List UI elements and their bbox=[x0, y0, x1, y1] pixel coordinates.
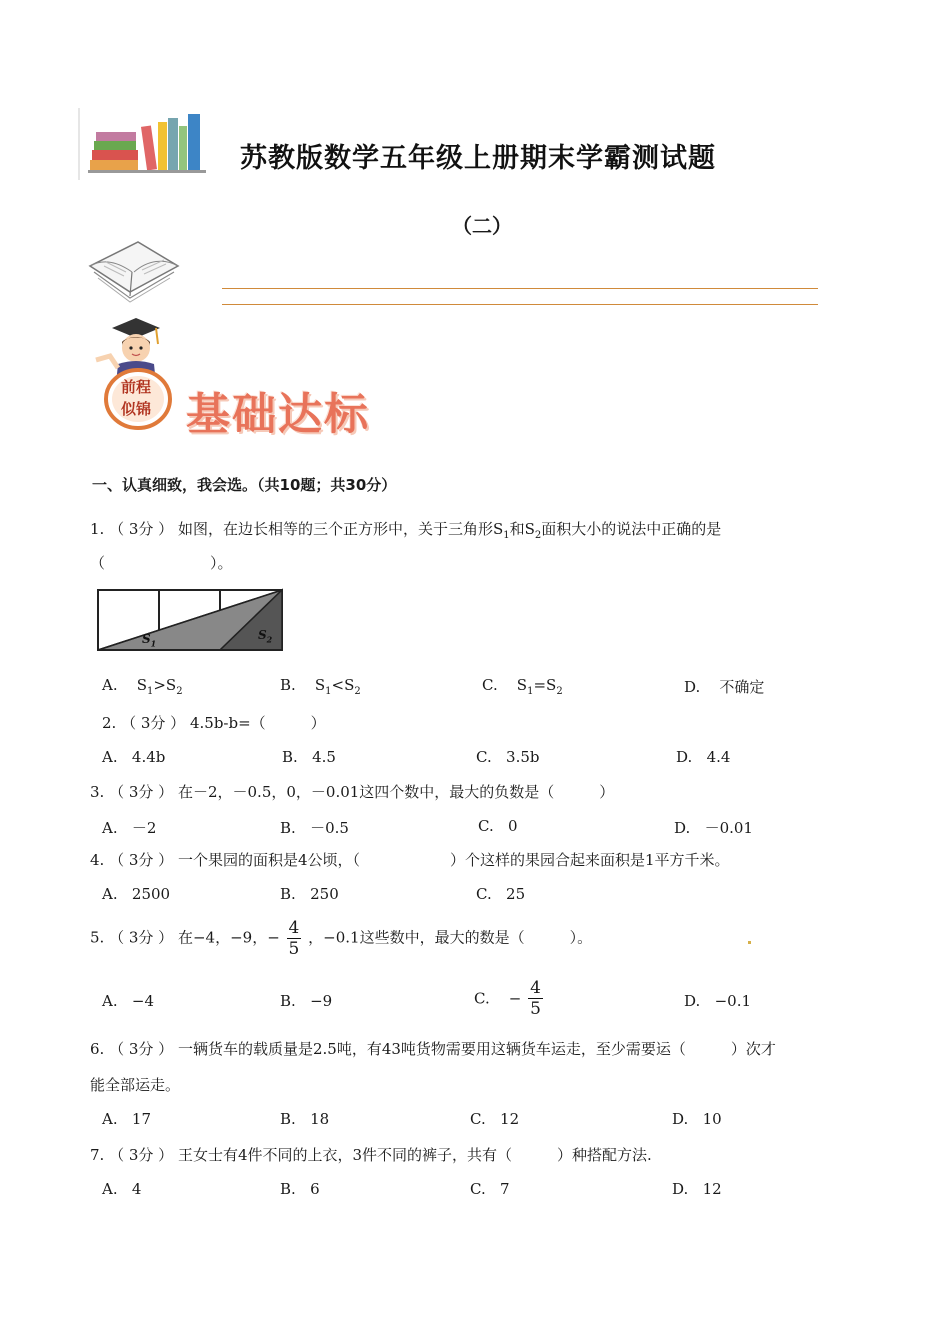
question-number: 5. bbox=[90, 928, 105, 947]
option-text: =S bbox=[533, 676, 557, 694]
option-label: C. bbox=[470, 1180, 486, 1198]
option-label: A. bbox=[102, 885, 118, 903]
option-text: S bbox=[136, 676, 147, 694]
option-label: A. bbox=[102, 748, 118, 766]
option-a[interactable] bbox=[102, 992, 154, 1010]
option-text: －2 bbox=[131, 819, 157, 837]
option-text: 12 bbox=[702, 1180, 722, 1198]
badge-line1: 前程 bbox=[121, 378, 152, 396]
question-text: ，−0.1这些数中，最大的数是（ ）。 bbox=[308, 928, 593, 947]
badge-line2: 似锦 bbox=[121, 400, 152, 418]
option-text: S bbox=[516, 676, 528, 694]
question-6-line2: 能全部运走。 bbox=[90, 1076, 181, 1094]
option-c[interactable] bbox=[470, 1110, 519, 1128]
option-label: C. bbox=[470, 1110, 486, 1128]
question-score: （ 3分 ） bbox=[109, 851, 174, 869]
question-3 bbox=[90, 781, 614, 803]
option-text: −9 bbox=[310, 992, 333, 1010]
fraction-numerator: 4 bbox=[288, 918, 300, 938]
option-label: D. bbox=[672, 1110, 689, 1128]
question-6 bbox=[90, 1038, 776, 1060]
section-banner-heading: 基础达标 bbox=[186, 389, 370, 440]
option-text: −4 bbox=[131, 992, 155, 1010]
option-text: 4.4b bbox=[131, 748, 166, 766]
option-text: 6 bbox=[310, 1180, 320, 1198]
option-b[interactable] bbox=[280, 817, 349, 838]
option-text: 7 bbox=[500, 1180, 510, 1198]
option-c[interactable] bbox=[476, 885, 525, 903]
option-label: B. bbox=[280, 676, 296, 694]
option-text: 250 bbox=[310, 885, 339, 903]
option-a[interactable] bbox=[102, 748, 165, 766]
option-text: －0.5 bbox=[310, 819, 349, 837]
option-label: D. bbox=[672, 1180, 689, 1198]
section-heading: 一、认真细致，我会选。（共10题；共30分） bbox=[92, 476, 397, 494]
question-1 bbox=[90, 518, 721, 547]
option-c[interactable] bbox=[474, 978, 545, 1019]
option-label: A. bbox=[102, 676, 118, 694]
option-label: B. bbox=[280, 885, 296, 903]
subscript: 1 bbox=[527, 686, 534, 697]
question-text: 如图，在边长相等的三个正方形中，关于三角形S bbox=[177, 520, 504, 538]
question-score: （ 3分 ） bbox=[109, 520, 174, 538]
question-number: 7. bbox=[90, 1146, 105, 1164]
option-text: <S bbox=[331, 676, 355, 694]
figure-label-s2 bbox=[258, 628, 272, 644]
option-label: A. bbox=[102, 819, 118, 837]
option-text: －0.01 bbox=[704, 819, 753, 837]
option-d[interactable] bbox=[674, 817, 753, 838]
option-text: 25 bbox=[506, 885, 526, 903]
question-score: （ 3分 ） bbox=[109, 1040, 174, 1058]
subscript: 1 bbox=[503, 530, 510, 541]
option-label: A. bbox=[102, 992, 118, 1010]
question-text: 和S bbox=[509, 520, 535, 538]
option-b[interactable] bbox=[280, 1180, 320, 1198]
header-rule-top bbox=[222, 288, 818, 289]
question-5 bbox=[90, 918, 592, 959]
header-rule-bottom bbox=[222, 304, 818, 305]
question-score: （ 3分 ） bbox=[109, 783, 174, 801]
question-score: （ 3分 ） bbox=[109, 1146, 174, 1164]
option-b[interactable] bbox=[280, 992, 332, 1010]
option-text: 4 bbox=[131, 1180, 142, 1198]
option-a[interactable] bbox=[102, 676, 183, 697]
option-text: S bbox=[314, 676, 326, 694]
option-d[interactable] bbox=[684, 676, 764, 697]
option-text: 3.5b bbox=[506, 748, 540, 766]
question-score: （ 3分 ） bbox=[121, 714, 186, 732]
subscript: 2 bbox=[354, 686, 361, 697]
fraction-denominator: 5 bbox=[530, 999, 541, 1019]
option-text: >S bbox=[153, 676, 177, 694]
option-label: C. bbox=[474, 989, 490, 1008]
label-s: S bbox=[142, 632, 151, 646]
label-s: S bbox=[258, 628, 267, 642]
option-label: C. bbox=[478, 817, 494, 835]
question-number: 2. bbox=[102, 714, 117, 732]
question-number: 1. bbox=[90, 520, 105, 538]
option-b[interactable] bbox=[282, 748, 336, 766]
option-label: C. bbox=[482, 676, 498, 694]
badge bbox=[104, 368, 172, 430]
question-text: 在－2，－0.5，0，－0.01这四个数中，最大的负数是（ ） bbox=[177, 783, 615, 801]
question-text: 一个果园的面积是4公顷，（ ）个这样的果园合起来面积是1平方千米。 bbox=[177, 851, 730, 869]
option-label: D. bbox=[684, 992, 701, 1010]
subscript: 2 bbox=[534, 530, 542, 541]
option-text: 4.5 bbox=[312, 748, 336, 766]
option-label: B. bbox=[280, 992, 296, 1010]
question-number: 6. bbox=[90, 1040, 105, 1058]
question-number: 4. bbox=[90, 851, 105, 869]
option-text: 10 bbox=[702, 1110, 722, 1128]
option-label: B. bbox=[282, 748, 298, 766]
question-text: 在−4，−9，− bbox=[177, 928, 280, 947]
option-d[interactable] bbox=[672, 1180, 722, 1198]
option-b[interactable] bbox=[280, 676, 361, 697]
option-label: D. bbox=[684, 678, 701, 696]
label-sub: 2 bbox=[266, 634, 273, 645]
question-4 bbox=[90, 849, 730, 871]
fraction bbox=[528, 978, 543, 1019]
option-label: B. bbox=[280, 1180, 296, 1198]
option-text: 2500 bbox=[131, 885, 171, 903]
label-sub: 1 bbox=[150, 638, 157, 649]
question-7 bbox=[90, 1144, 652, 1166]
fraction-denominator: 5 bbox=[288, 939, 300, 959]
option-label: B. bbox=[280, 1110, 296, 1128]
question-score: （ 3分 ） bbox=[109, 928, 174, 947]
option-text: 0 bbox=[508, 817, 518, 835]
page-title: 苏教版数学五年级上册期末学霸测试题 bbox=[240, 143, 716, 174]
option-label: C. bbox=[476, 748, 492, 766]
option-a[interactable] bbox=[102, 817, 156, 838]
question-text: 面积大小的说法中正确的是 bbox=[541, 520, 722, 538]
option-text: 不确定 bbox=[719, 678, 765, 696]
page-subtitle: （二） bbox=[452, 214, 512, 238]
option-d[interactable] bbox=[676, 748, 730, 766]
question-text: 一辆货车的载质量是2.5吨，有43吨货物需要用这辆货车运走，至少需要运（ ）次才 bbox=[177, 1040, 776, 1058]
option-d[interactable] bbox=[672, 1110, 722, 1128]
option-text: 18 bbox=[310, 1110, 330, 1128]
question-text: 4.5b-b=（ ） bbox=[189, 714, 326, 732]
subscript: 2 bbox=[176, 686, 183, 697]
option-text: 4.4 bbox=[706, 748, 731, 766]
option-c[interactable] bbox=[476, 748, 540, 766]
option-label: A. bbox=[102, 1110, 118, 1128]
option-label: B. bbox=[280, 819, 296, 837]
figure-label-s1 bbox=[142, 632, 156, 648]
option-b[interactable] bbox=[280, 1110, 329, 1128]
fraction bbox=[287, 918, 302, 959]
question-2 bbox=[102, 712, 326, 734]
subscript: 1 bbox=[146, 686, 154, 697]
option-c[interactable] bbox=[482, 676, 563, 697]
option-label: A. bbox=[102, 1180, 118, 1198]
fraction-numerator: 4 bbox=[530, 978, 541, 998]
subscript: 2 bbox=[556, 686, 563, 697]
stray-mark bbox=[748, 941, 751, 944]
option-c[interactable] bbox=[470, 1180, 510, 1198]
option-text: −0.1 bbox=[714, 992, 752, 1010]
option-label: D. bbox=[676, 748, 693, 766]
option-c[interactable] bbox=[478, 817, 518, 835]
question-1-line2: （ ）。 bbox=[90, 554, 233, 572]
question-number: 3. bbox=[90, 783, 105, 801]
option-a[interactable] bbox=[102, 1110, 151, 1128]
books-icon bbox=[78, 108, 218, 180]
open-book-icon bbox=[84, 236, 184, 308]
option-label: C. bbox=[476, 885, 492, 903]
option-a[interactable] bbox=[102, 885, 170, 903]
question-text: 王女士有4件不同的上衣，3件不同的裤子，共有（ ）种搭配方法. bbox=[177, 1146, 652, 1164]
option-text: 17 bbox=[131, 1110, 152, 1128]
option-a[interactable] bbox=[102, 1180, 141, 1198]
option-text: 12 bbox=[500, 1110, 520, 1128]
option-b[interactable] bbox=[280, 885, 339, 903]
three-squares-figure bbox=[96, 588, 286, 654]
option-label: D. bbox=[674, 819, 691, 837]
subscript: 1 bbox=[325, 686, 332, 697]
option-text: − bbox=[508, 989, 522, 1008]
option-d[interactable] bbox=[684, 992, 751, 1010]
